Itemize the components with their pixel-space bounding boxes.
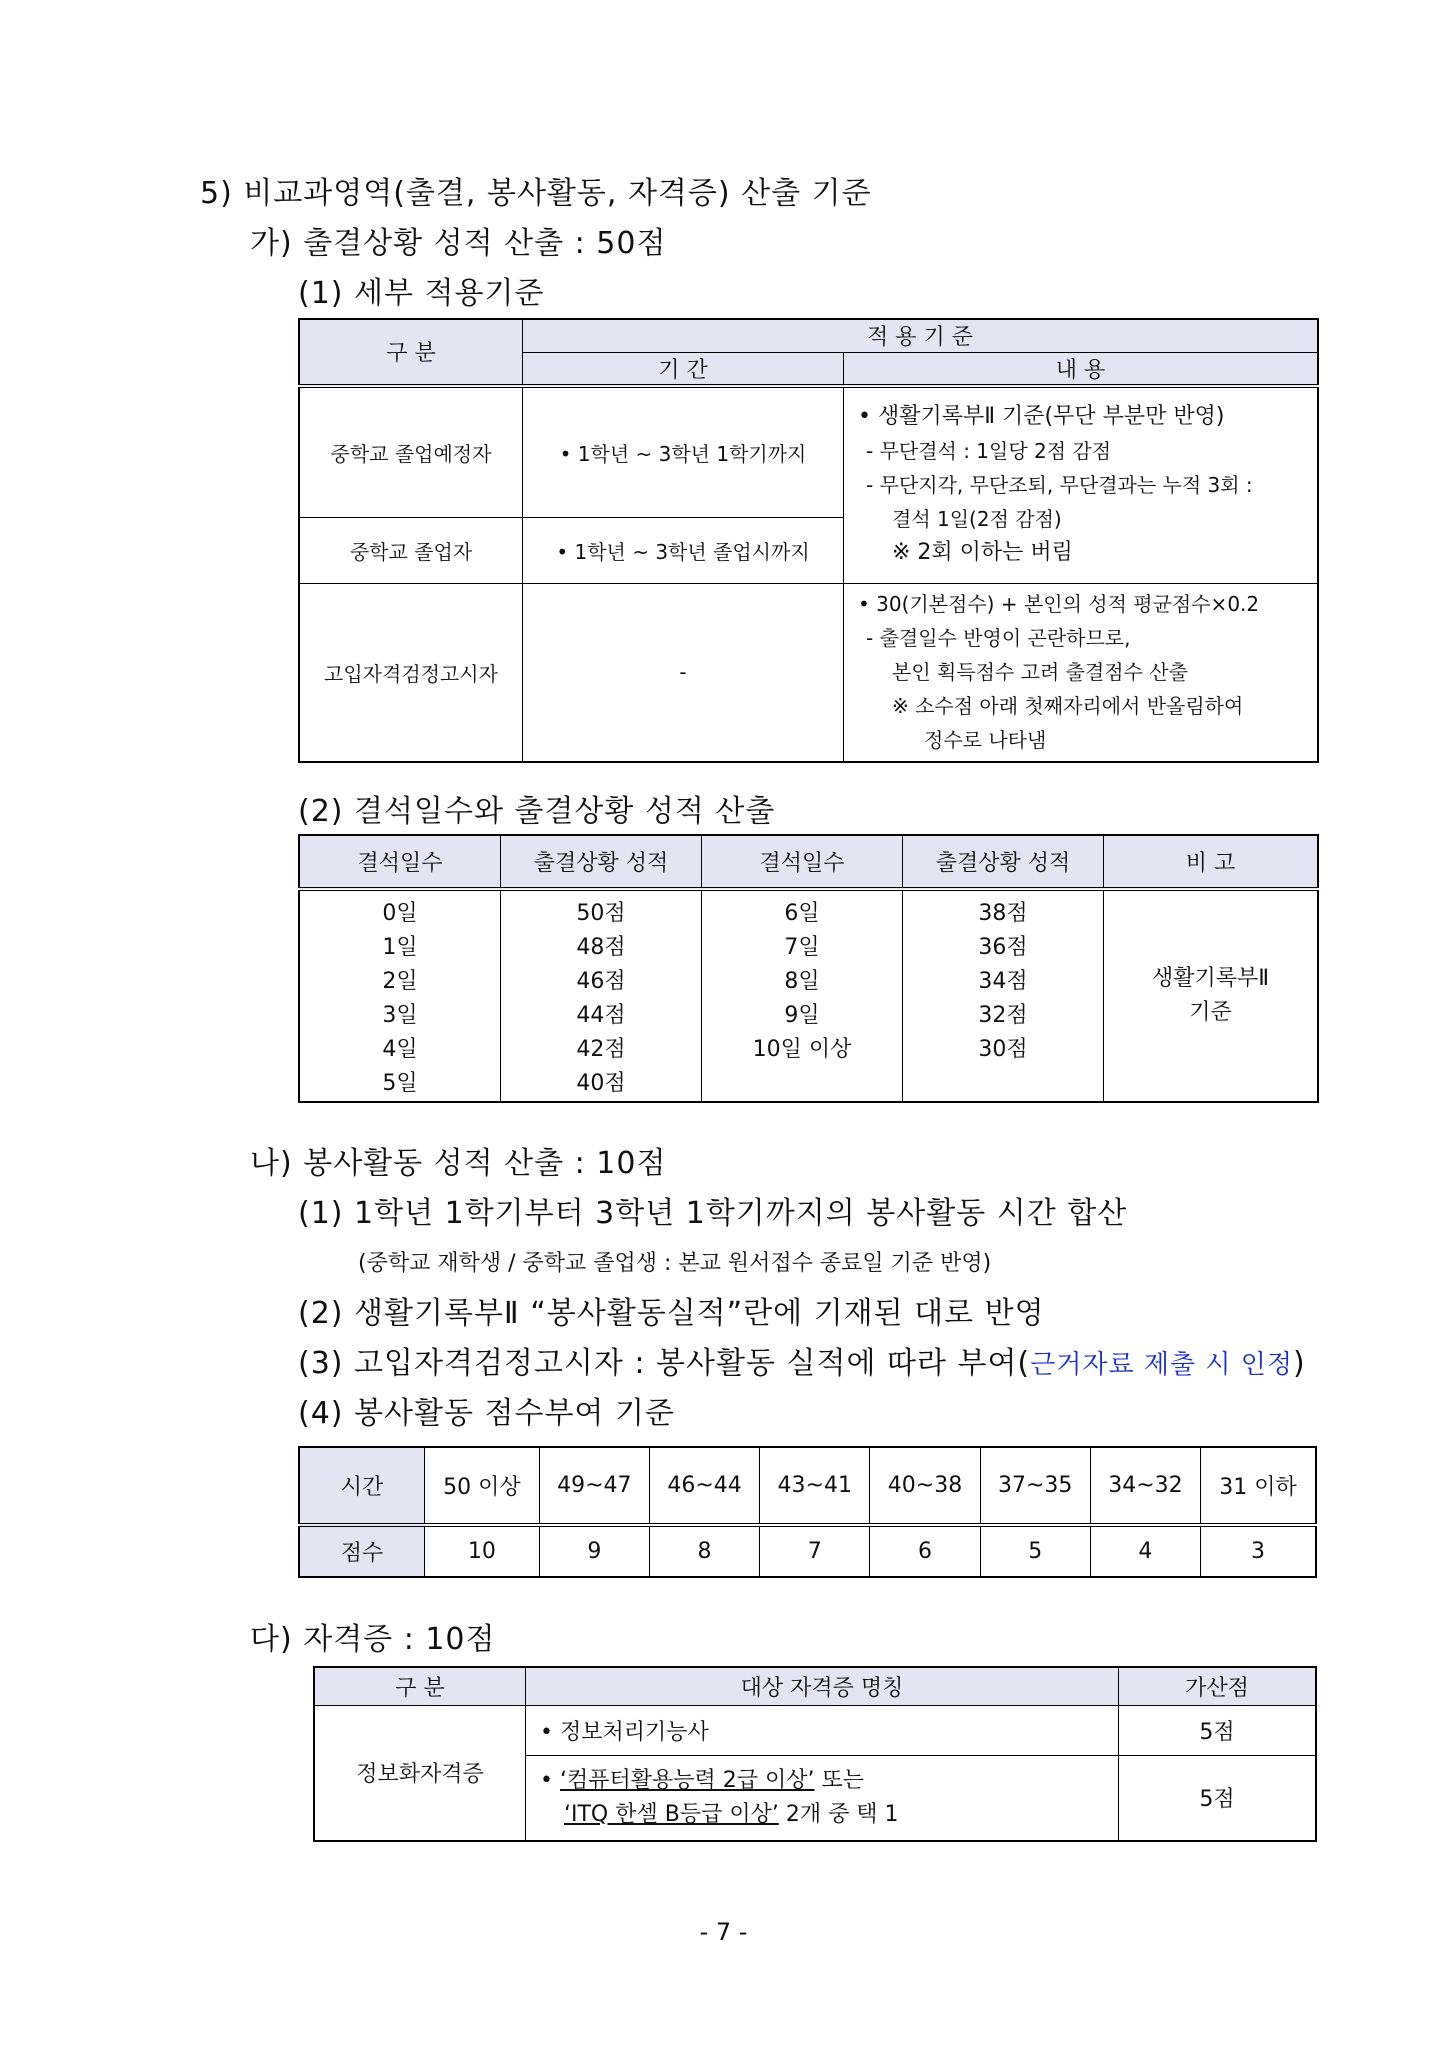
list-item: 1일 xyxy=(382,935,418,960)
hours-cell: 37~35 xyxy=(980,1447,1090,1525)
list-item: 48점 xyxy=(576,935,626,960)
list-item: 42점 xyxy=(576,1037,626,1062)
header-absence-days: 결석일수 xyxy=(299,835,501,889)
content-line: 본인 획득점수 고려 출결점수 산출 xyxy=(892,660,1188,685)
page-number: - 7 - xyxy=(699,1918,748,1946)
content-line: ※ 소수점 아래 첫째자리에서 반올림하여 xyxy=(892,694,1244,719)
content-line: - 무단결석 : 1일당 2점 감점 xyxy=(866,439,1112,464)
content-line: • 30(기본점수) + 본인의 성적 평균점수×0.2 xyxy=(858,592,1260,617)
volunteer-item3-text: (3) 고입자격검정고시자 : 봉사활동 실적에 따라 부여( xyxy=(298,1346,1031,1381)
section-title: 5) 비교과영역(출결, 봉사활동, 자격증) 산출 기준 xyxy=(200,176,872,211)
certificate-name xyxy=(526,1755,1119,1841)
certificate-points: 5점 xyxy=(1119,1755,1317,1841)
score-cell: 7 xyxy=(760,1525,870,1577)
attendance-title: 가) 출결상황 성적 산출 : 50점 xyxy=(250,226,667,261)
score-cell: 8 xyxy=(649,1525,759,1577)
score-cell: 9 xyxy=(539,1525,649,1577)
score-cell: 3 xyxy=(1201,1525,1316,1577)
list-item: 36점 xyxy=(978,935,1028,960)
volunteer-score-table xyxy=(298,1446,1317,1578)
volunteer-title: 나) 봉사활동 성적 산출 : 10점 xyxy=(250,1146,667,1181)
header-category: 구 분 xyxy=(299,319,523,386)
content-cell-b xyxy=(844,584,1319,762)
certificate-category: 정보화자격증 xyxy=(314,1705,526,1841)
list-item: 2일 xyxy=(382,969,418,994)
bullet: • xyxy=(540,1767,560,1793)
list-item: 44점 xyxy=(576,1003,626,1028)
score-col4 xyxy=(903,889,1104,1102)
certificate-underlined: ‘ITQ 한셀 B등급 이상’ xyxy=(564,1801,779,1827)
list-item: 0일 xyxy=(382,901,418,926)
volunteer-item2: (2) 생활기록부Ⅱ “봉사활동실적”란에 기재된 대로 반영 xyxy=(298,1296,1045,1331)
list-item: 9일 xyxy=(784,1003,820,1028)
list-item: 8일 xyxy=(784,969,820,994)
score-cell: 5 xyxy=(980,1525,1090,1577)
score-cell: 6 xyxy=(870,1525,980,1577)
row-label-score: 점수 xyxy=(299,1525,425,1577)
content-line: 정수로 나타냄 xyxy=(924,728,1047,753)
content-line: - 무단지각, 무단조퇴, 무단결과는 누적 3회 : xyxy=(866,473,1253,498)
row-label-hours: 시간 xyxy=(299,1447,425,1525)
header-attendance-score: 출결상황 성적 xyxy=(903,835,1104,889)
certificate-table xyxy=(313,1666,1317,1842)
certificate-title: 다) 자격증 : 10점 xyxy=(250,1622,496,1657)
list-item: 10일 이상 xyxy=(752,1037,852,1062)
volunteer-item4: (4) 봉사활동 점수부여 기준 xyxy=(298,1396,675,1431)
attendance-sub2: (2) 결석일수와 출결상황 성적 산출 xyxy=(298,794,776,829)
score-col2 xyxy=(501,889,702,1102)
volunteer-item3-highlight: 근거자료 제출 시 인정 xyxy=(1030,1350,1293,1380)
content-line: • 생활기록부Ⅱ 기준(무단 부분만 반영) xyxy=(858,404,1225,430)
attendance-criteria-table xyxy=(298,318,1319,763)
header-criteria: 적 용 기 준 xyxy=(523,319,1319,352)
hours-cell: 46~44 xyxy=(649,1447,759,1525)
volunteer-item3 xyxy=(298,1338,1306,1382)
row-category: 중학교 졸업자 xyxy=(299,518,523,584)
header-absence-days: 결석일수 xyxy=(702,835,903,889)
absence-days-col3 xyxy=(702,889,903,1102)
score-cell: 10 xyxy=(425,1525,540,1577)
content-line: - 출결일수 반영이 곤란하므로, xyxy=(866,626,1131,651)
row-period: • 1학년 ~ 3학년 1학기까지 xyxy=(523,386,844,518)
hours-cell: 40~38 xyxy=(870,1447,980,1525)
list-item: 50점 xyxy=(576,901,626,926)
hours-cell: 34~32 xyxy=(1090,1447,1200,1525)
volunteer-item3-close: ) xyxy=(1292,1346,1306,1381)
header-category: 구 분 xyxy=(314,1667,526,1705)
volunteer-item1-note: (중학교 재학생 / 중학교 졸업생 : 본교 원서접수 종료일 기준 반영) xyxy=(358,1251,992,1276)
score-cell: 4 xyxy=(1090,1525,1200,1577)
content-line: ※ 2회 이하는 버림 xyxy=(892,540,1073,566)
row-category: 중학교 졸업예정자 xyxy=(299,386,523,518)
list-item: 5일 xyxy=(382,1071,418,1096)
attendance-sub1: (1) 세부 적용기준 xyxy=(298,276,545,311)
row-category: 고입자격검정고시자 xyxy=(299,584,523,762)
row-period: - xyxy=(523,584,844,762)
hours-cell: 50 이상 xyxy=(425,1447,540,1525)
remark-line: 기준 xyxy=(1189,1000,1232,1025)
certificate-line xyxy=(540,1764,1118,1798)
absence-score-table xyxy=(298,834,1319,1103)
certificate-underlined: ‘컴퓨터활용능력 2급 이상’ xyxy=(559,1767,815,1793)
header-period: 기 간 xyxy=(523,352,844,386)
absence-days-col1 xyxy=(299,889,501,1102)
header-certificate-name: 대상 자격증 명칭 xyxy=(526,1667,1119,1705)
list-item: 6일 xyxy=(784,901,820,926)
list-item: 7일 xyxy=(784,935,820,960)
remark-line: 생활기록부Ⅱ xyxy=(1151,966,1270,991)
row-period: • 1학년 ~ 3학년 졸업시까지 xyxy=(523,518,844,584)
list-item: 30점 xyxy=(978,1037,1028,1062)
remark-cell xyxy=(1104,889,1319,1102)
hours-cell: 49~47 xyxy=(539,1447,649,1525)
list-item: 32점 xyxy=(978,1003,1028,1028)
certificate-text: 2개 중 택 1 xyxy=(778,1801,899,1827)
list-item: 40점 xyxy=(576,1071,626,1096)
header-remark: 비 고 xyxy=(1104,835,1319,889)
content-line: 결석 1일(2점 감점) xyxy=(892,507,1062,532)
list-item: 4일 xyxy=(382,1037,418,1062)
list-item: 46점 xyxy=(576,969,626,994)
certificate-points: 5점 xyxy=(1119,1705,1317,1755)
list-item: 3일 xyxy=(382,1003,418,1028)
header-attendance-score: 출결상황 성적 xyxy=(501,835,702,889)
hours-cell: 31 이하 xyxy=(1201,1447,1316,1525)
content-cell-a xyxy=(844,386,1319,584)
list-item: 38점 xyxy=(978,901,1028,926)
certificate-text: 또는 xyxy=(814,1767,864,1793)
header-points: 가산점 xyxy=(1119,1667,1317,1705)
hours-cell: 43~41 xyxy=(760,1447,870,1525)
list-item: 34점 xyxy=(978,969,1028,994)
certificate-name: • 정보처리기능사 xyxy=(526,1705,1119,1755)
header-content: 내 용 xyxy=(844,352,1319,386)
volunteer-item1: (1) 1학년 1학기부터 3학년 1학기까지의 봉사활동 시간 합산 xyxy=(298,1196,1128,1231)
certificate-line xyxy=(540,1798,1118,1832)
